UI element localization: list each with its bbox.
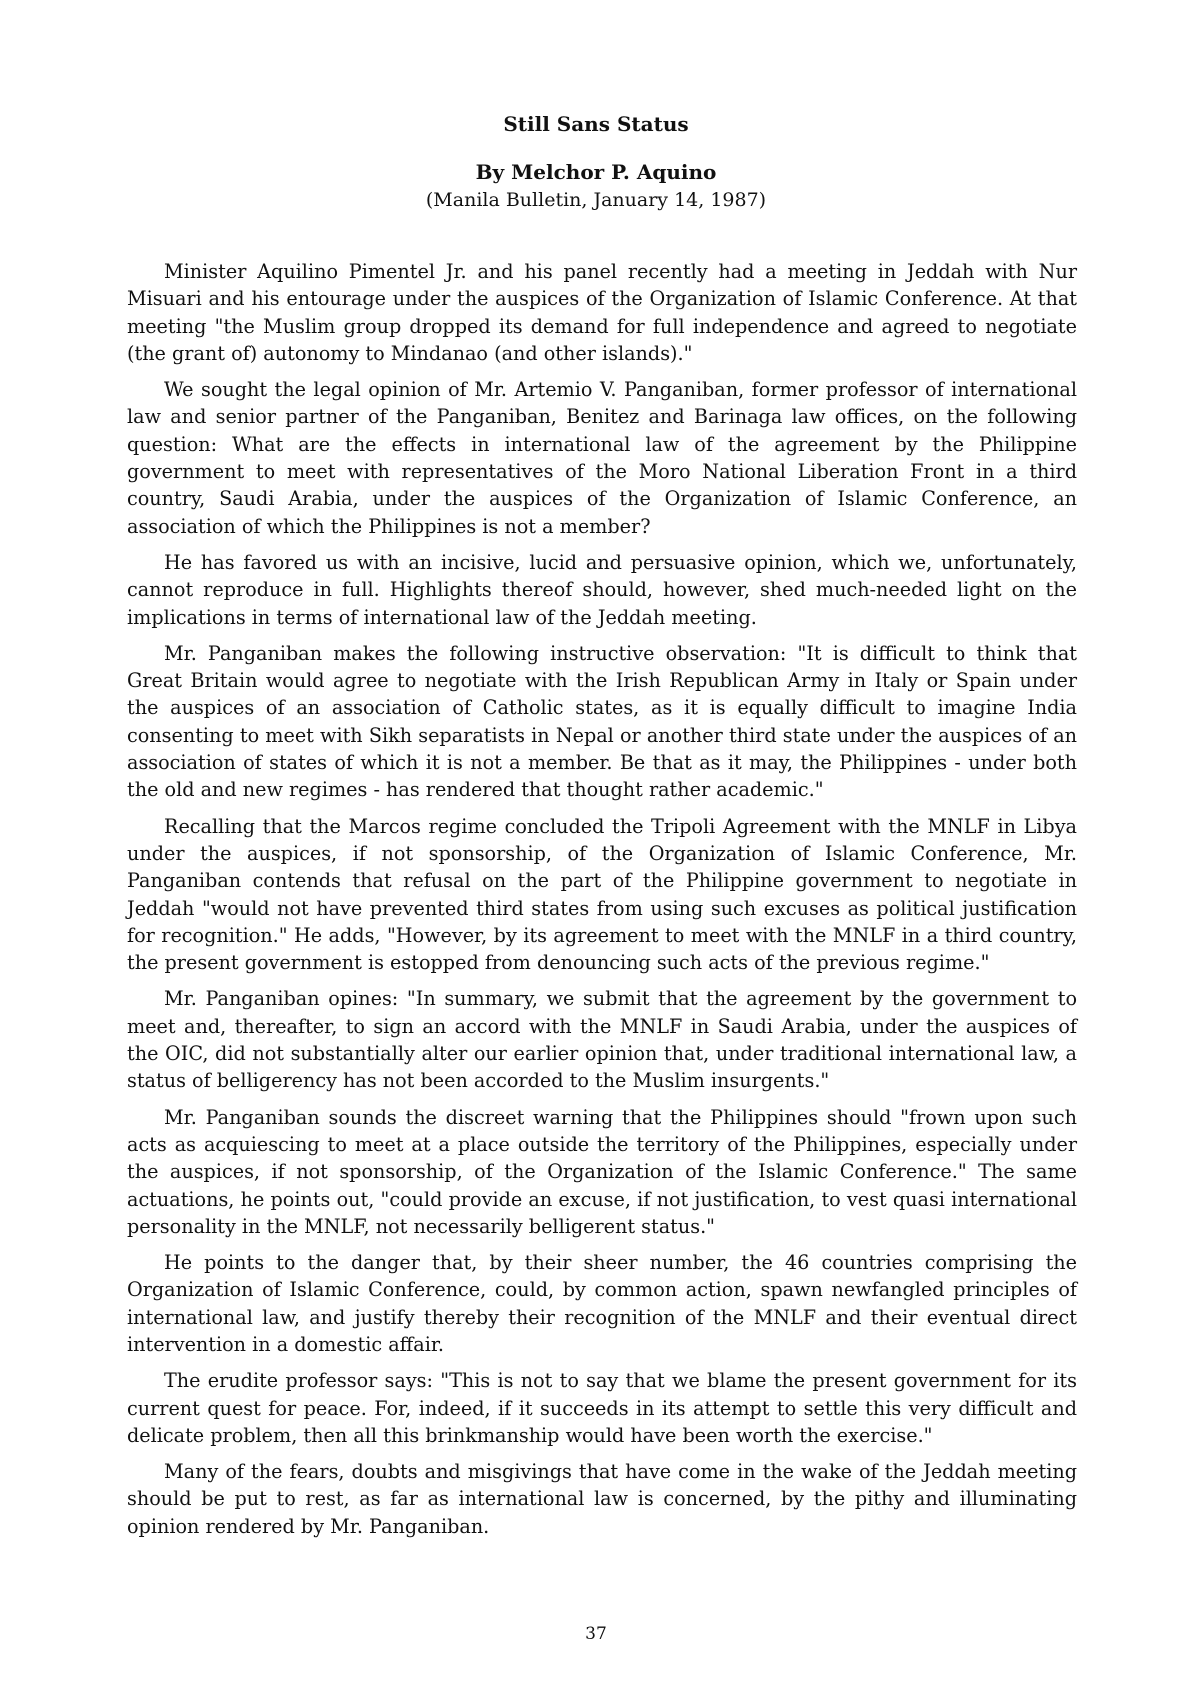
article-paragraph: Minister Aquilino Pimentel Jr. and his panel recently had a meeting in Jeddah with Nur Misuari and his entourage under the auspices of the Organization of Islamic Conference. At that meeting "the Muslim group dropped its demand for full independence and agreed to negotiate (the grant of) autonomy to Mindanao (and other islands)."	[127, 260, 1077, 365]
article-paragraph: Mr. Panganiban makes the following instructive observation: "It is difficult to think that Great Britain would agree to negotiate with the Irish Republican Army in Italy or Spain under the auspices of an association of Catholic states, as it is equally difficult to imagine India consenting to meet with Sikh separatists in Nepal or another third state under the auspices of an association of states of which it is not a member. Be that as it may, the Philippines - under both the old and new regimes - has rendered that thought rather academic."	[127, 641, 1077, 802]
article-title: Still Sans Status	[503, 112, 689, 136]
article-paragraph: The erudite professor says: "This is not to say that we blame the present government for its current quest for peace. For, indeed, if it succeeds in its attempt to settle this very difficult and delicate problem, then all this brinkmanship would have been worth the exercise."	[127, 1369, 1077, 1447]
article-paragraph: Recalling that the Marcos regime concluded the Tripoli Agreement with the MNLF in Libya under the auspices, if not sponsorship, of the Organization of Islamic Conference, Mr. Panganiban contends that refusal on the part of the Philippine government to negotiate in Jeddah "would not have prevented third states from using such excuses as political justification for recognition." He adds, "However, by its agreement to meet with the MNLF in a third country, the present government is estopped from denouncing such acts of the previous regime."	[127, 814, 1077, 975]
article-paragraph: He points to the danger that, by their sheer number, the 46 countries comprising the Organization of Islamic Conference, could, by common action, spawn newfangled principles of international law, and justify thereby their recognition of the MNLF and their eventual direct intervention in a domestic affair.	[127, 1251, 1077, 1356]
page-number: 37	[585, 1624, 607, 1644]
article-paragraph: Many of the fears, doubts and misgivings that have come in the wake of the Jeddah meeting should be put to rest, as far as international law is concerned, by the pithy and illuminating opinion rendered by Mr. Panganiban.	[127, 1460, 1077, 1538]
article-paragraph: Mr. Panganiban sounds the discreet warning that the Philippines should "frown upon such acts as acquiescing to meet at a place outside the territory of the Philippines, especially under the auspices, if not sponsorship, of the Organization of the Islamic Conference." The same actuations, he points out, "could provide an excuse, if not justification, to vest quasi international personality in the MNLF, not necessarily belligerent status."	[127, 1105, 1077, 1238]
article-byline: By Melchor P. Aquino	[475, 160, 717, 184]
article-body	[127, 258, 1077, 1549]
article-paragraph: Mr. Panganiban opines: "In summary, we submit that the agreement by the government to meet and, thereafter, to sign an accord with the MNLF in Saudi Arabia, under the auspices of the OIC, did not substantially alter our earlier opinion that, under traditional international law, a status of belligerency has not been accorded to the Muslim insurgents."	[127, 987, 1077, 1093]
article-paragraph: He has favored us with an incisive, lucid and persuasive opinion, which we, unfortunately, cannot reproduce in full. Highlights thereof should, however, shed much-needed light on the implications in terms of international law of the Jeddah meeting.	[127, 550, 1077, 629]
article-paragraph: We sought the legal opinion of Mr. Artemio V. Panganiban, former professor of international law and senior partner of the Panganiban, Benitez and Barinaga law offices, on the following question: What are the effects in international law of the agreement by the Philippine government to meet with representatives of the Moro National Liberation Front in a third country, Saudi Arabia, under the auspices of the Organization of Islamic Conference, an association of which the Philippines is not a member?	[127, 378, 1077, 538]
article-source: (Manila Bulletin, January 14, 1987)	[425, 189, 767, 211]
